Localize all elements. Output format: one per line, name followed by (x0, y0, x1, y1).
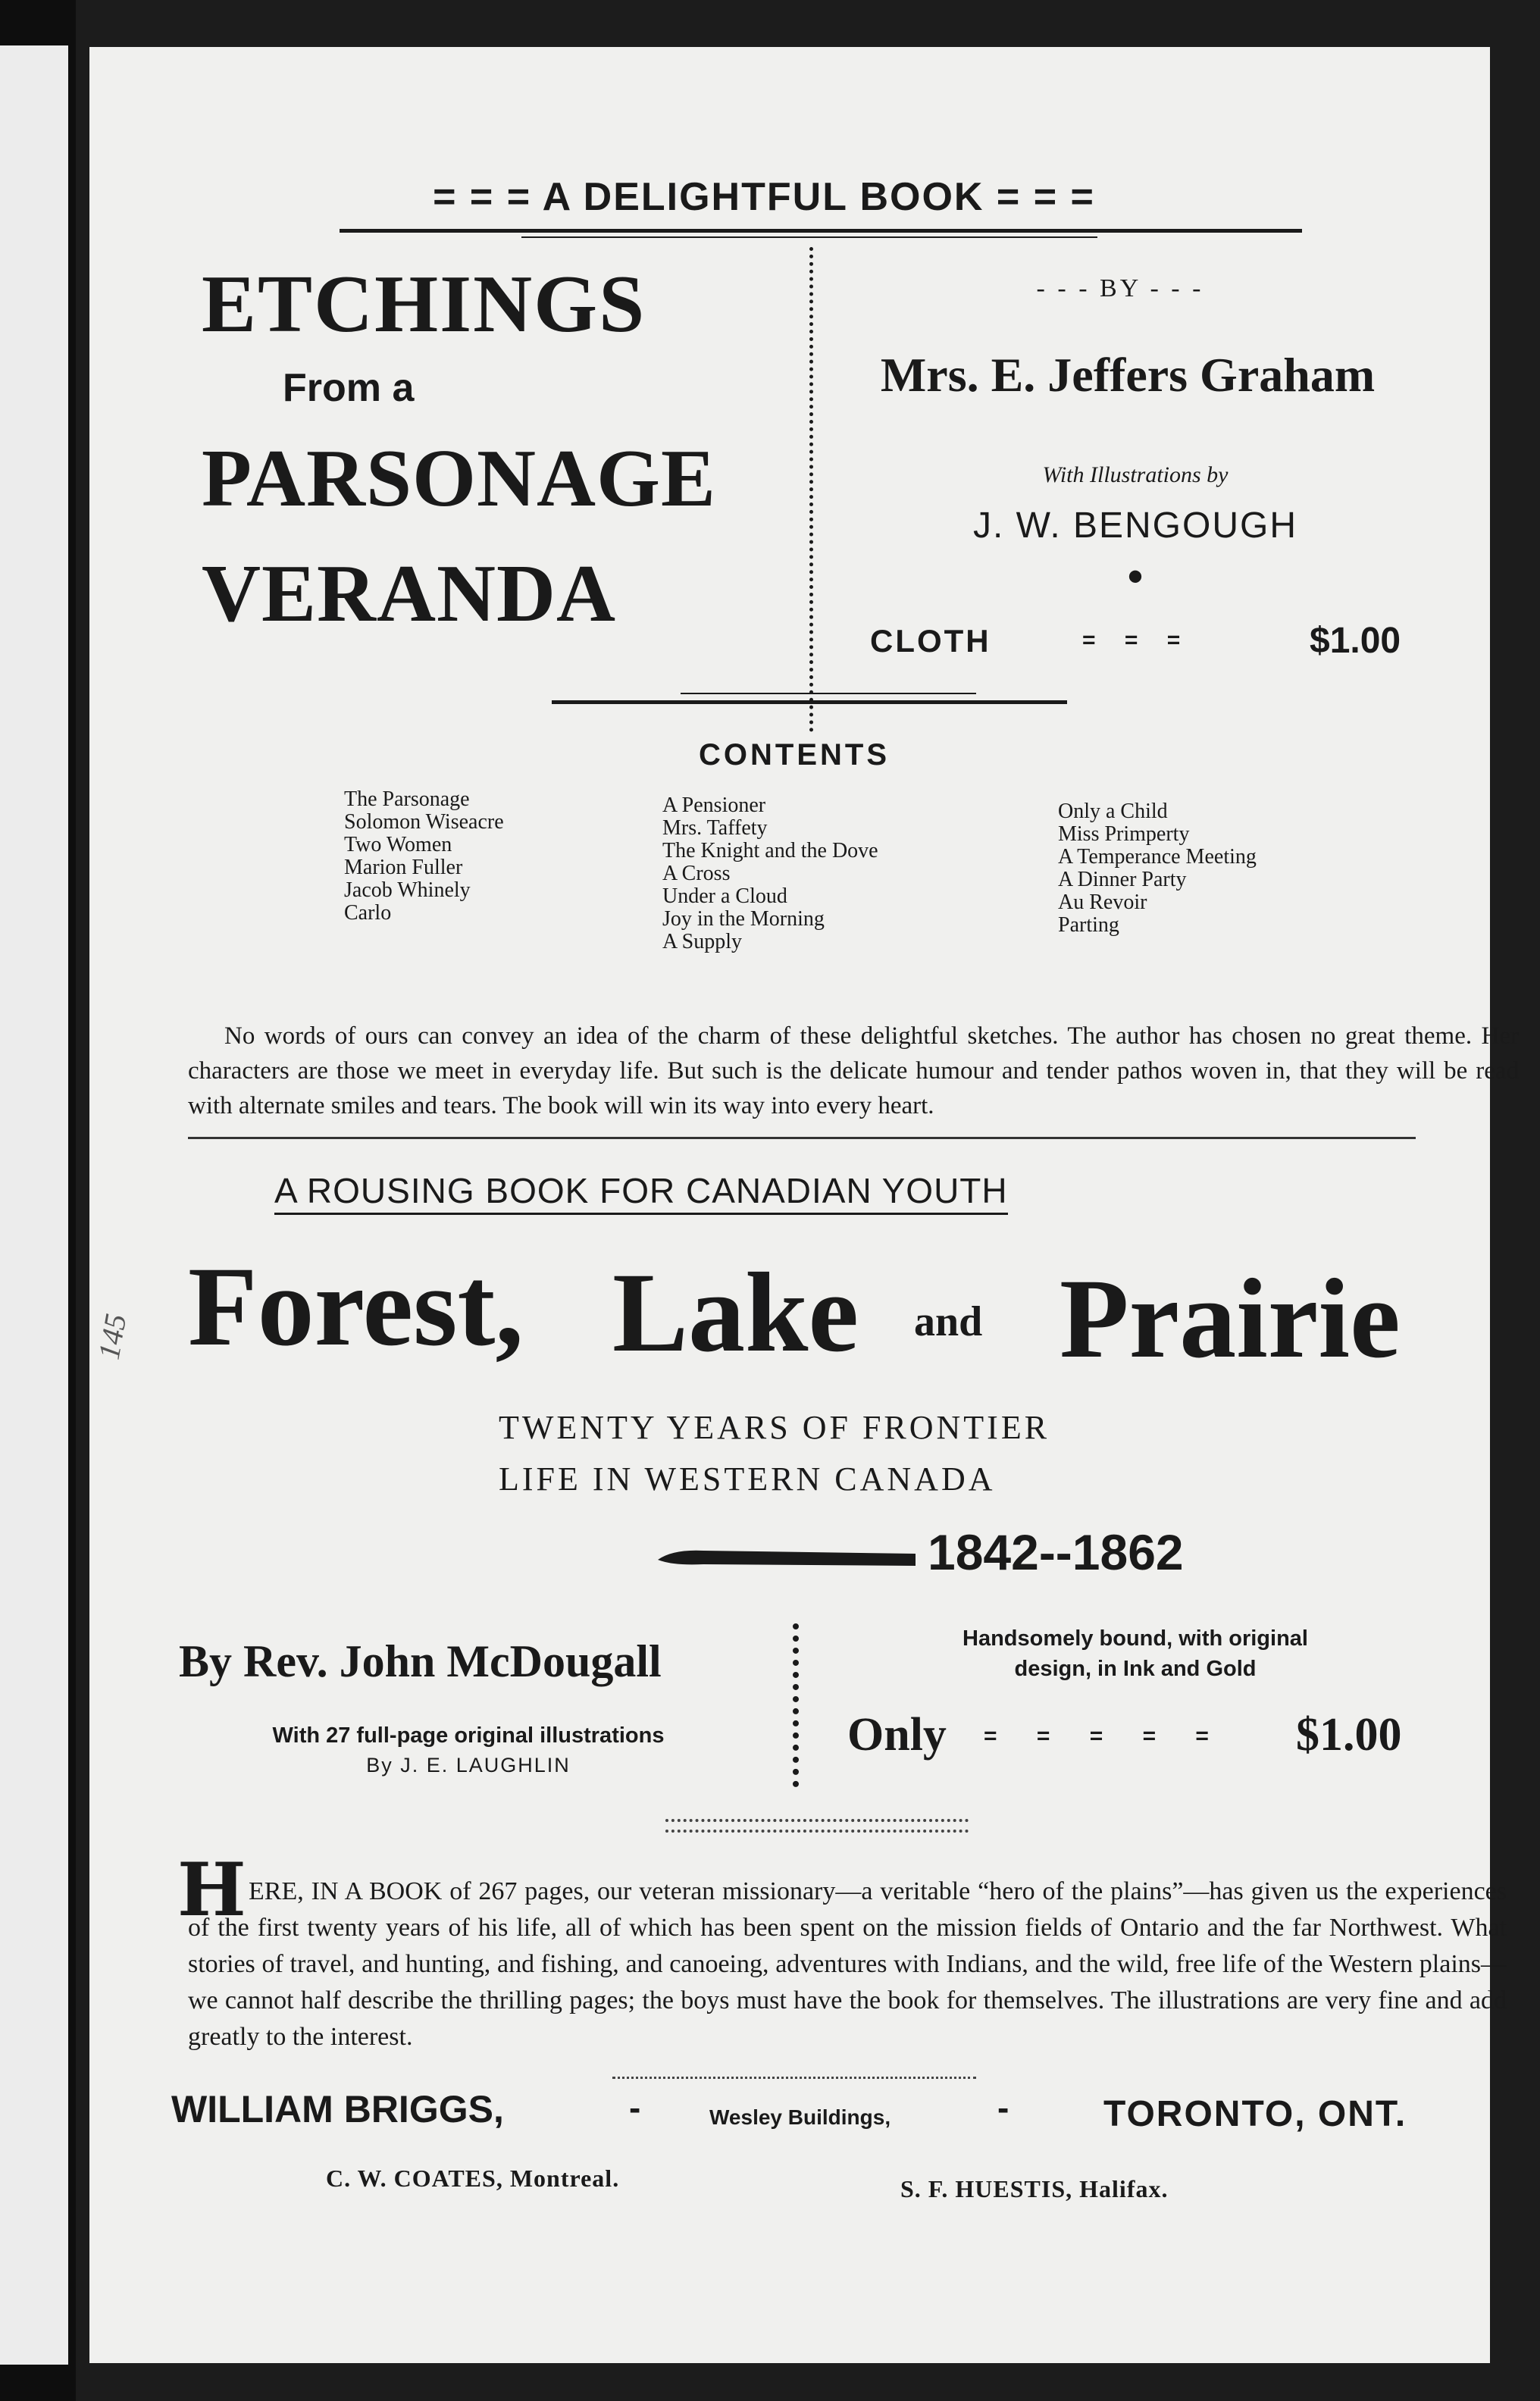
contents-item: Solomon Wiseacre (344, 810, 504, 834)
ad2-title-prairie: Prairie (1060, 1256, 1401, 1382)
ad2-only: Only (847, 1709, 947, 1761)
ad2-description: ERE, IN A BOOK of 267 pages, our veteran missionary—a veritable “hero of the plains”—has given us the experiences of the first twenty years of his life, all of which has been spent on the mission fields of Ontario and the far Northwest. What stories of travel, and hunting, and fishing, and canoeing, adventures with Indians, and the wild, free life of the Western plains—we cannot half describe the thrilling pages; the boys must have the book for themselves. The illustrations are very fine and add greatly to the interest. (188, 1877, 1507, 2051)
ad1-title-etchings: ETCHINGS (202, 259, 646, 349)
ad2-subtitle-2: LIFE IN WESTERN CANADA (499, 1460, 996, 1498)
contents-item: Parting (1058, 913, 1119, 937)
ad1-column-divider (809, 247, 813, 732)
ad1-bullet: • (1127, 551, 1144, 602)
ad1-banner: = = = A DELIGHTFUL BOOK = = = (433, 175, 1095, 219)
footer-building: Wesley Buildings, (709, 2105, 891, 2129)
ad1-contents-col3 (1058, 800, 1257, 937)
contents-item: A Pensioner (662, 794, 766, 817)
ad2-years: 1842--1862 (928, 1524, 1184, 1580)
ad2-illus-line1: With 27 full-page original illustrations (272, 1723, 665, 1748)
ad1-title-veranda: VERANDA (202, 549, 616, 639)
ad2-title-lake: Lake (612, 1250, 859, 1376)
contents-item: Miss Primperty (1058, 822, 1190, 846)
footer-agent-halifax: S. F. HUESTIS, Halifax. (900, 2175, 1169, 2202)
contents-item: Only a Child (1058, 800, 1168, 823)
ad2-price-dashes: = = = = = (984, 1723, 1209, 1748)
footer-city: TORONTO, ONT. (1103, 2094, 1407, 2134)
ad2-binding-1: Handsomely bound, with original (962, 1626, 1308, 1651)
ad1-divider-rule-thin (681, 693, 976, 694)
ad2-years-swash (658, 1543, 916, 1569)
footer-dash-1: - (629, 2088, 641, 2127)
ad1-author: Mrs. E. Jeffers Graham (880, 348, 1376, 402)
ad1-banner-rule (340, 229, 1302, 233)
ad2-subtitle-1: TWENTY YEARS OF FRONTIER (499, 1409, 1050, 1446)
footer-dash-2: - (997, 2088, 1009, 2127)
ad1-binding: CLOTH (870, 623, 991, 659)
contents-item: Carlo (344, 901, 392, 925)
contents-item: The Knight and the Dove (662, 839, 878, 862)
ad2-column-divider (793, 1623, 799, 1787)
facing-page-edge (0, 45, 68, 2365)
ad1-divider-rule (552, 700, 1067, 704)
ad2-divider (665, 1819, 969, 1822)
ad1-by: - - - BY - - - (1036, 274, 1204, 302)
margin-handwritten-note: 145 (91, 1311, 133, 1362)
ad2-author: By Rev. John McDougall (179, 1636, 662, 1686)
contents-item: Au Revoir (1058, 891, 1147, 914)
advertisement-page (89, 47, 1519, 2363)
contents-item: Under a Cloud (662, 884, 787, 908)
ad2-divider-2 (665, 1830, 969, 1833)
contents-item: The Parsonage (344, 787, 470, 811)
ad1-illus-label: With Illustrations by (1042, 462, 1229, 487)
ad1-contents-col1 (344, 788, 504, 925)
contents-item: Joy in the Morning (662, 907, 825, 931)
contents-item: Mrs. Taffety (662, 816, 768, 840)
ad1-illustrator: J. W. BENGOUGH (972, 506, 1298, 546)
contents-item: A Temperance Meeting (1058, 845, 1257, 869)
contents-item: A Supply (662, 930, 743, 953)
ad2-banner: A ROUSING BOOK FOR CANADIAN YOUTH (274, 1170, 1008, 1215)
contents-item: A Dinner Party (1058, 868, 1187, 891)
contents-item: A Cross (662, 862, 731, 885)
ad2-price: $1.00 (1296, 1709, 1402, 1761)
ad1-contents-heading: CONTENTS (699, 738, 890, 772)
ad1-contents-col2 (662, 794, 878, 953)
contents-item: Two Women (344, 833, 452, 856)
ad2-binding-2: design, in Ink and Gold (1014, 1657, 1257, 1681)
ad2-dropcap: H (177, 1847, 246, 1933)
contents-item: Marion Fuller (344, 856, 463, 879)
ad1-title-from-a: From a (283, 366, 415, 410)
footer-divider (612, 2077, 976, 2079)
ad1-title-parsonage: PARSONAGE (202, 434, 717, 524)
footer-agent-montreal: C. W. COATES, Montreal. (326, 2165, 620, 2192)
section-divider (188, 1137, 1416, 1139)
footer-publisher: WILLIAM BRIGGS, (171, 2088, 504, 2130)
ad1-price: $1.00 (1310, 621, 1401, 661)
ad2-title-and: and (914, 1298, 983, 1345)
contents-item: Jacob Whinely (344, 878, 471, 902)
ad1-banner-rule-thin (521, 236, 1097, 238)
ad1-binding-dashes: = = = (1082, 628, 1181, 653)
ad2-title-forest: Forest, (188, 1244, 524, 1370)
ad1-description: No words of ours can convey an idea of the charm of these delightful sketches. The author has chosen no great theme. Her characters are those we meet in everyday life. But such is the delicate humour and tender pathos woven in, that they will be read with alternate smiles and tears. The book will win its way into every heart. (188, 1022, 1519, 1119)
ad2-illus-line2: By J. E. LAUGHLIN (366, 1754, 571, 1776)
